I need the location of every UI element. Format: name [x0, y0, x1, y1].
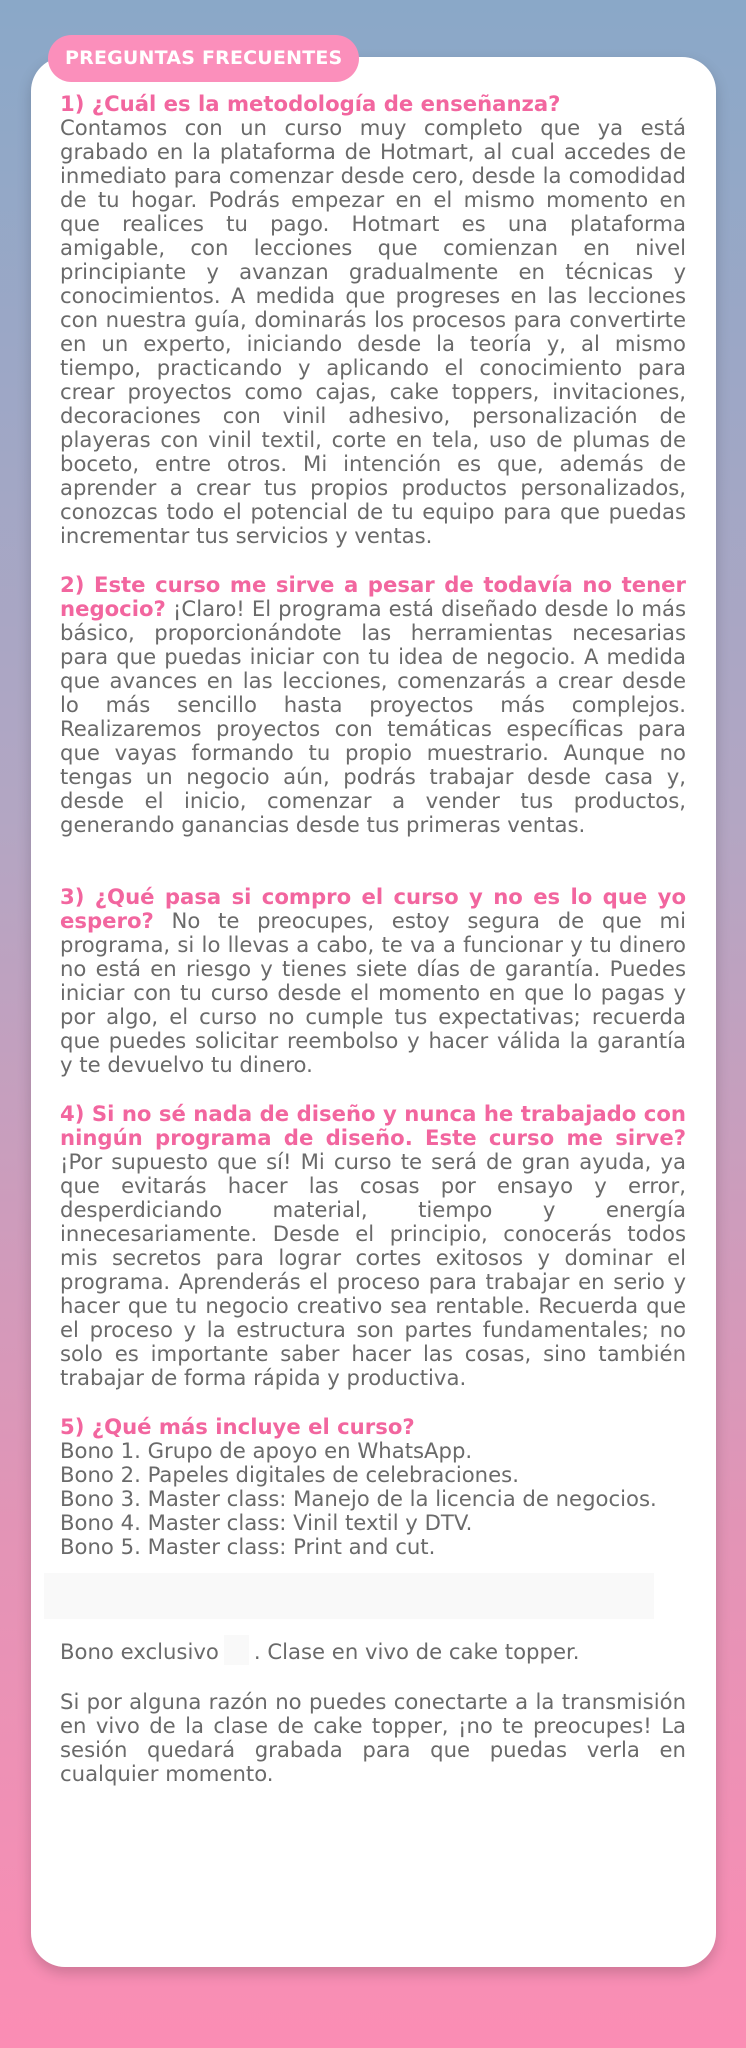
- faq-badge: PREGUNTAS FRECUENTES: [48, 35, 359, 82]
- faq-content: [60, 92, 686, 1786]
- bono-exclusive-text: . Clase en vivo de cake topper.: [253, 1639, 580, 1664]
- bono-item-2: Bono 2. Papeles digitales de celebraciones.: [60, 1462, 519, 1487]
- faq-question-1: 1) ¿Cuál es la metodología de enseñanza?: [60, 91, 561, 116]
- faq-question-2: 2) Este curso me sirve a pesar de todavía no tener negocio?: [60, 572, 686, 621]
- bono-note: Si por alguna razón no puedes conectarte a la transmisión en vivo de la clase de cake topper, ¡no te preocupes! La sesión quedará grabada para que puedas verla en cualquier momento.: [60, 1689, 686, 1786]
- faq-item-2: [60, 573, 686, 837]
- faq-answer-2: ¡Claro! El programa está diseñado desde lo más básico, proporcionándote las herramientas necesarias para que puedas iniciar con tu idea de negocio. A medida que avances en las lecciones, comenzarás a crear desde lo más sencillo hasta proyectos más complejos. Realizaremos proyectos con temáticas específicas para que vayas formando tu propio muestrario. Aunque no tengas un negocio aún, podrás trabajar desde casa y, desde el inicio, comenzar a vender tus productos, generando ganancias desde tus primeras ventas.: [60, 596, 686, 837]
- faq-question-3: 3) ¿Qué pasa si compro el curso y no es lo que yo espero?: [60, 884, 686, 933]
- faq-item-4: [60, 1102, 686, 1390]
- placeholder-gap: [224, 1635, 249, 1665]
- bono-item-3: Bono 3. Master class: Manejo de la licencia de negocios.: [60, 1486, 657, 1511]
- faq-answer-1: Contamos con un curso muy completo que ya está grabado en la plataforma de Hotmart, al cual accedes de inmediato para comenzar desde cero, desde la comodidad de tu hogar. Podrás empezar en el mismo momento en que realices tu pago. Hotmart es una plataforma amigable, con lecciones que comienzan en nivel principiante y avanzan gradualmente en técnicas y conocimientos. A medida que progreses en las lecciones con nuestra guía, dominarás los procesos para convertirte en un experto, iniciando desde la teoría y, al mismo tiempo, practicando y aplicando el conocimiento para crear proyectos como cajas, cake toppers, invitaciones, decoraciones con vinil adhesivo, personalización de playeras con vinil textil, corte en tela, uso de plumas de boceto, entre otros. Mi intención es que, además de aprender a crear tus propios productos personalizados, conozcas todo el potencial de tu equipo para que puedas incrementar tus servicios y ventas.: [60, 115, 686, 548]
- bono-item-5: Bono 5. Master class: Print and cut.: [60, 1534, 436, 1559]
- bonos-section: [60, 1415, 686, 1786]
- bono-exclusive-label: Bono exclusivo: [60, 1639, 219, 1664]
- faq-item-3: [60, 885, 686, 1077]
- placeholder-strip: [44, 1573, 654, 1619]
- bonos-question: 5) ¿Qué más incluye el curso?: [60, 1414, 415, 1439]
- faq-question-4: 4) Si no sé nada de diseño y nunca he trabajado con ningún programa de diseño. Este curso me sirve?: [60, 1101, 686, 1150]
- bono-exclusive: [60, 1635, 686, 1665]
- bono-item-1: Bono 1. Grupo de apoyo en WhatsApp.: [60, 1438, 473, 1463]
- faq-item-1: [60, 92, 686, 548]
- faq-answer-4: ¡Por supuesto que sí! Mi curso te será de gran ayuda, ya que evitarás hacer las cosas por ensayo y error, desperdiciando material, tiempo y energía innecesariamente. Desde el principio, conocerás todos mis secretos para lograr cortes exitosos y dominar el programa. Aprenderás el proceso para trabajar en serio y hacer que tu negocio creativo sea rentable. Recuerda que el proceso y la estructura son partes fundamentales; no solo es importante saber hacer las cosas, sino también trabajar de forma rápida y productiva.: [60, 1149, 686, 1390]
- faq-answer-3: No te preocupes, estoy segura de que mi programa, si lo llevas a cabo, te va a funcionar y tu dinero no está en riesgo y tienes siete días de garantía. Puedes iniciar con tu curso desde el momento en que lo pagas y por algo, el curso no cumple tus expectativas; recuerda que puedes solicitar reembolso y hacer válida la garantía y te devuelvo tu dinero.: [60, 908, 686, 1077]
- bono-item-4: Bono 4. Master class: Vinil textil y DTV.: [60, 1510, 473, 1535]
